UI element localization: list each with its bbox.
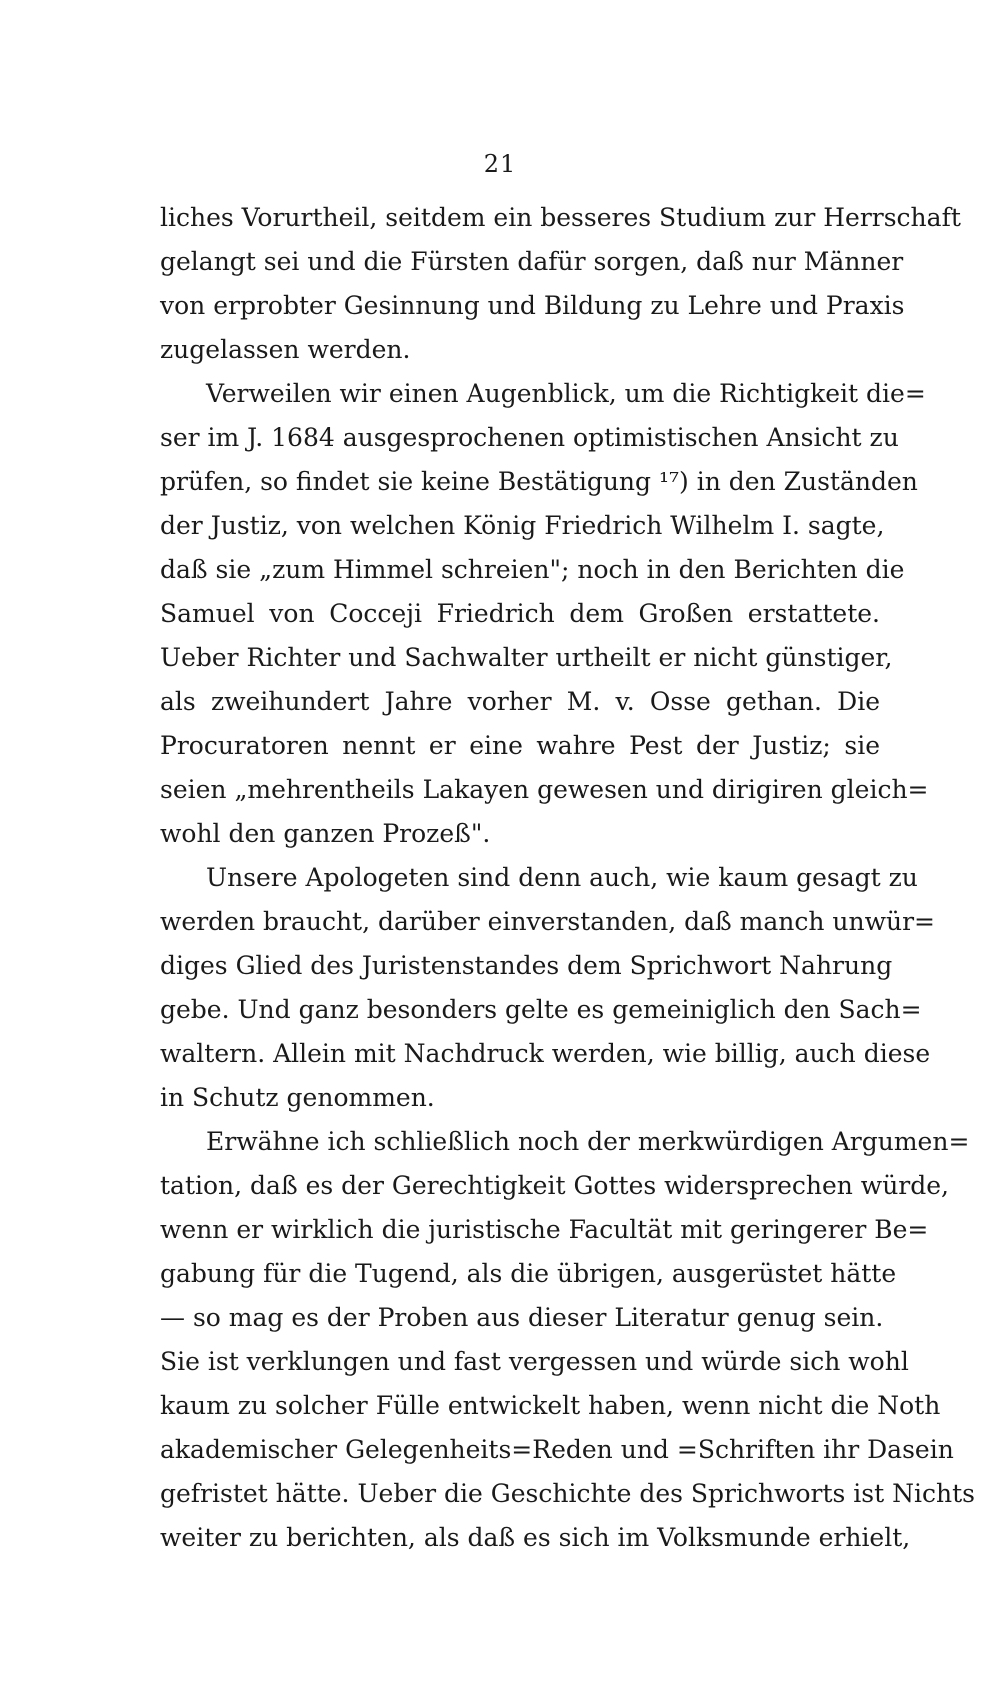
text-line: Sie ist verklungen und fast vergessen und würde sich wohl — [160, 1347, 909, 1376]
text-line: Ueber Richter und Sachwalter urtheilt er nicht günstiger, — [160, 643, 893, 672]
text-line: zugelassen werden. — [160, 335, 411, 364]
text-line: Procuratoren nennt er eine wahre Pest der Justiz; sie — [160, 731, 880, 760]
text-line: prüfen, so findet sie keine Bestätigung ¹⁷) in den Zuständen — [160, 467, 918, 496]
text-line: werden braucht, darüber einverstanden, daß manch unwür= — [160, 907, 935, 936]
text-line: der Justiz, von welchen König Friedrich Wilhelm I. sagte, — [160, 511, 885, 540]
text-line: Unsere Apologeten sind denn auch, wie kaum gesagt zu — [206, 863, 918, 892]
text-line: tation, daß es der Gerechtigkeit Gottes widersprechen würde, — [160, 1171, 950, 1200]
page-number: 21 — [483, 150, 517, 178]
body-text — [160, 196, 975, 1560]
text-line: — so mag es der Proben aus dieser Literatur genug sein. — [160, 1303, 884, 1332]
text-line: gelangt sei und die Fürsten dafür sorgen, daß nur Männer — [160, 247, 904, 276]
text-line: in Schutz genommen. — [160, 1083, 435, 1112]
text-line: gabung für die Tugend, als die übrigen, ausgerüstet hätte — [160, 1259, 897, 1288]
text-line: diges Glied des Juristenstandes dem Sprichwort Nahrung — [160, 951, 893, 980]
text-line: daß sie „zum Himmel schreien"; noch in den Berichten die — [160, 555, 905, 584]
text-line: ser im J. 1684 ausgesprochenen optimistischen Ansicht zu — [160, 423, 899, 452]
text-line: gebe. Und ganz besonders gelte es gemeiniglich den Sach= — [160, 995, 922, 1024]
text-line: Erwähne ich schließlich noch der merkwürdigen Argumen= — [206, 1127, 970, 1156]
text-line: akademischer Gelegenheits=Reden und =Schriften ihr Dasein — [160, 1435, 954, 1464]
text-line: wohl den ganzen Prozeß". — [160, 819, 491, 848]
text-line: weiter zu berichten, als daß es sich im Volksmunde erhielt, — [160, 1523, 911, 1552]
text-line: kaum zu solcher Fülle entwickelt haben, wenn nicht die Noth — [160, 1391, 941, 1420]
text-line: als zweihundert Jahre vorher M. v. Osse gethan. Die — [160, 687, 880, 716]
text-line: liches Vorurtheil, seitdem ein besseres Studium zur Herrschaft — [160, 203, 961, 232]
text-line: von erprobter Gesinnung und Bildung zu Lehre und Praxis — [160, 291, 905, 320]
text-line: wenn er wirklich die juristische Facultät mit geringerer Be= — [160, 1215, 929, 1244]
text-line: Verweilen wir einen Augenblick, um die Richtigkeit die= — [206, 379, 926, 408]
text-line: waltern. Allein mit Nachdruck werden, wie billig, auch diese — [160, 1039, 931, 1068]
text-line: gefristet hätte. Ueber die Geschichte des Sprichworts ist Nichts — [160, 1479, 975, 1508]
text-line: seien „mehrentheils Lakayen gewesen und dirigiren gleich= — [160, 775, 929, 804]
text-line: Samuel von Cocceji Friedrich dem Großen erstattete. — [160, 599, 880, 628]
